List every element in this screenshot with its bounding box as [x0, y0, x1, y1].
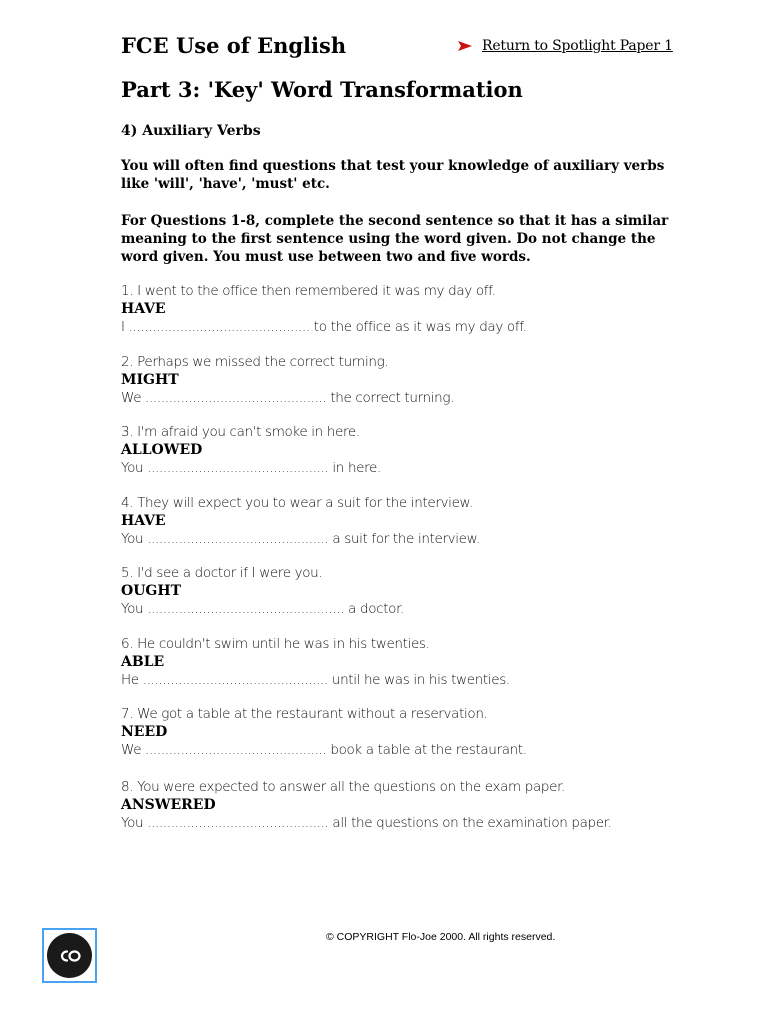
question-answer-line[interactable]: We .............................................. the correct turning.: [121, 390, 455, 406]
question-keyword: ANSWERED: [121, 797, 216, 813]
question-keyword: HAVE: [121, 513, 166, 529]
question-keyword: ALLOWED: [121, 442, 203, 458]
question-3: [121, 423, 681, 477]
question-answer-line[interactable]: You .............................................. a suit for the interview.: [121, 531, 481, 547]
question-sentence: 6. He couldn't swim until he was in his twenties.: [121, 636, 430, 652]
return-link[interactable]: [457, 36, 673, 56]
question-keyword: MIGHT: [121, 372, 179, 388]
question-6: [121, 635, 681, 689]
question-2: [121, 353, 681, 407]
question-answer-line[interactable]: He ............................................... until he was in his twenties.: [121, 672, 510, 688]
return-link-label[interactable]: Return to Spotlight Paper 1: [482, 38, 673, 54]
co-logo-icon: [55, 947, 85, 965]
question-keyword: ABLE: [121, 654, 165, 670]
question-keyword: OUGHT: [121, 583, 182, 599]
question-sentence: 3. I'm afraid you can't smoke in here.: [121, 424, 360, 440]
question-sentence: 7. We got a table at the restaurant without a reservation.: [121, 706, 488, 722]
intro-paragraph: You will often find questions that test your knowledge of auxiliary verbs like 'will', 'have', 'must' etc.: [121, 158, 665, 192]
question-7: [121, 705, 681, 759]
question-answer-line[interactable]: You .................................................. a doctor.: [121, 601, 404, 617]
copyright-notice: © COPYRIGHT Flo-Joe 2000. All rights reserved.: [326, 931, 556, 943]
section-heading: 4) Auxiliary Verbs: [121, 123, 261, 139]
instructions-paragraph: For Questions 1-8, complete the second sentence so that it has a similar meaning to the first sentence using the word given. Do not change the word given. You must use between two and five words.: [121, 213, 669, 265]
question-sentence: 8. You were expected to answer all the questions on the exam paper.: [121, 779, 565, 795]
page-title: FCE Use of English: [121, 33, 347, 58]
question-5: [121, 564, 681, 618]
co-logo-badge[interactable]: [42, 928, 97, 983]
question-4: [121, 494, 681, 548]
red-arrow-icon: [457, 40, 473, 52]
question-sentence: 2. Perhaps we missed the correct turning.: [121, 354, 389, 370]
question-answer-line[interactable]: I .............................................. to the office as it was my day off.: [121, 319, 527, 335]
question-1: [121, 282, 681, 336]
question-answer-line[interactable]: You .............................................. all the questions on the examination paper.: [121, 815, 612, 831]
page-subtitle: Part 3: 'Key' Word Transformation: [121, 77, 523, 102]
question-sentence: 4. They will expect you to wear a suit for the interview.: [121, 495, 473, 511]
question-8: [121, 778, 681, 832]
question-sentence: 1. I went to the office then remembered it was my day off.: [121, 283, 496, 299]
question-keyword: HAVE: [121, 301, 166, 317]
question-answer-line[interactable]: We .............................................. book a table at the restaurant.: [121, 742, 527, 758]
question-sentence: 5. I'd see a doctor if I were you.: [121, 565, 323, 581]
question-answer-line[interactable]: You .............................................. in here.: [121, 460, 381, 476]
question-keyword: NEED: [121, 724, 168, 740]
